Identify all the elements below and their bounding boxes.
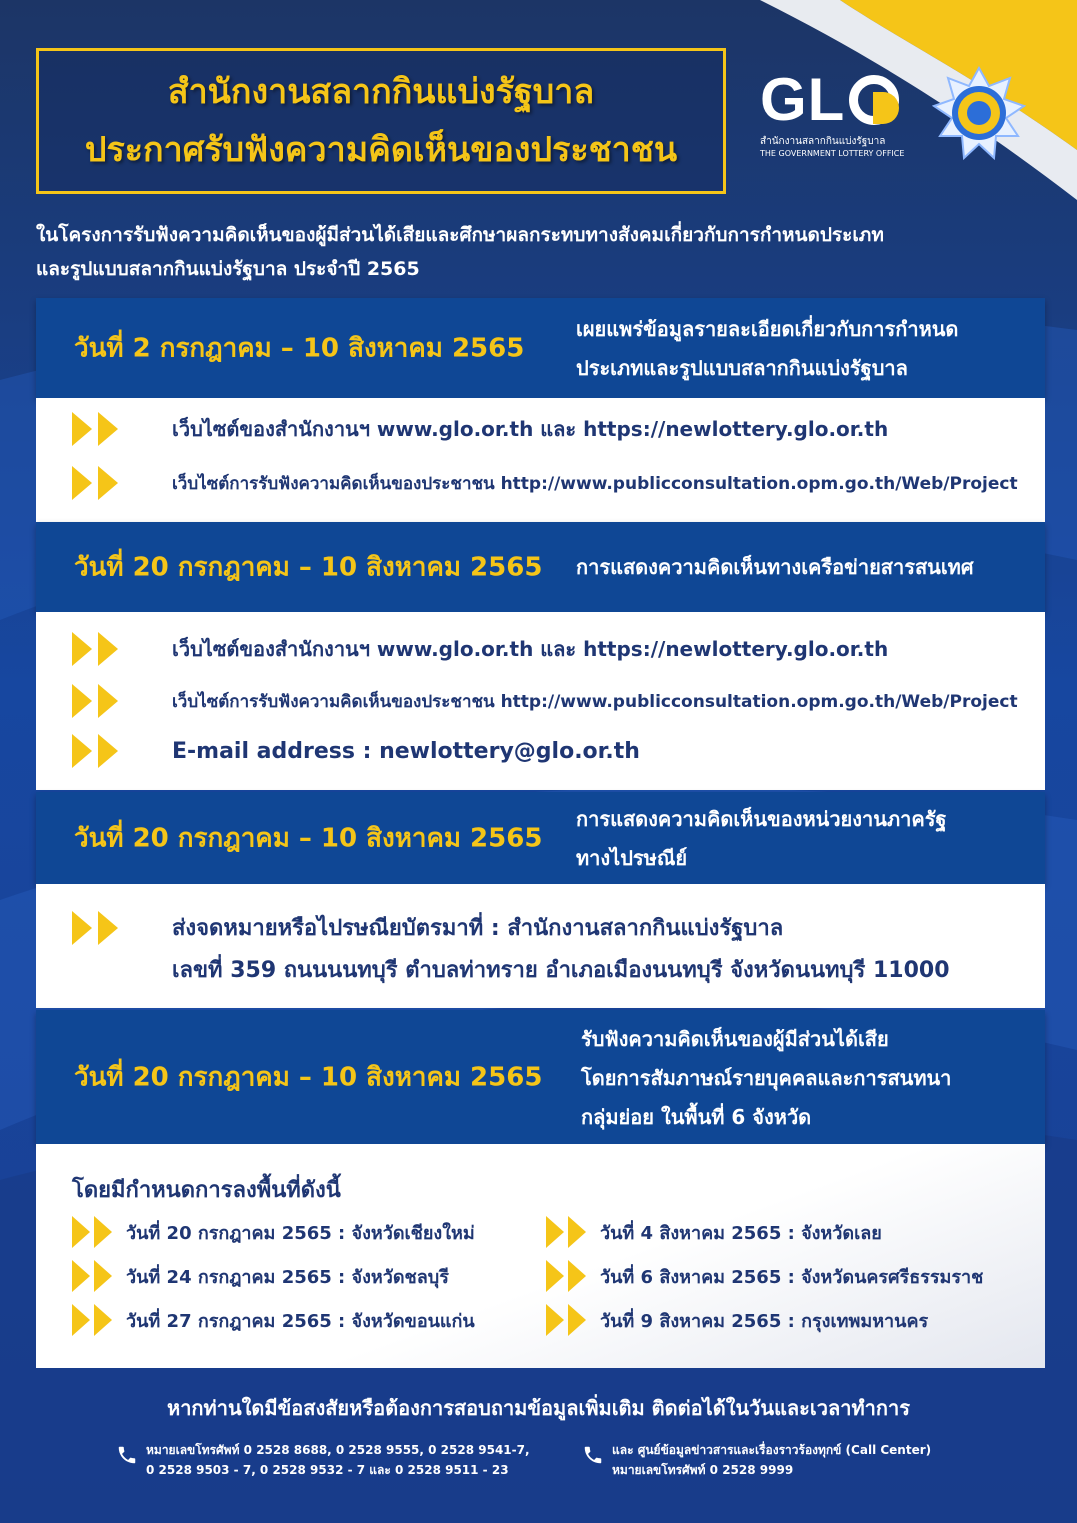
double-arrow-icon [546,1260,592,1292]
section-2-header [36,522,1045,612]
emblem-icon [932,66,1026,160]
logo-subtitle-en: THE GOVERNMENT LOTTERY OFFICE [760,149,905,158]
glo-logo [760,66,930,160]
contact-left: หมายเลขโทรศัพท์ 0 2528 8688, 0 2528 9555, 0 2528 9541-7, 0 2528 9503 - 7, 0 2528 9532 - 7 และ 0 2528 9511 - 23 [116,1440,530,1480]
list-item: ส่งจดหมายหรือไปรษณียบัตรมาที่ : สำนักงานสลากกินแบ่งรัฐบาล [72,910,783,945]
intro-text [36,218,1056,286]
list-item: เว็บไซต์การรับฟังความคิดเห็นของประชาชน http://www.publicconsultation.opm.go.th/Web/Project [72,466,1018,500]
section-2-panel [36,612,1045,790]
schedule-item: วันที่ 27 กรกฎาคม 2565 : จังหวัดขอนแก่น [72,1304,475,1336]
section-2-desc: การแสดงความคิดเห็นทางเครือข่ายสารสนเทศ [576,555,974,579]
list-item: E-mail address : newlottery@glo.or.th [72,734,640,768]
section-4-panel [36,1144,1045,1368]
intro-line-2: และรูปแบบสลากกินแบ่งรัฐบาล ประจำปี 2565 [36,258,420,280]
schedule-item: วันที่ 6 สิงหาคม 2565 : จังหวัดนครศรีธรรมราช [546,1260,983,1292]
double-arrow-icon [72,1260,118,1292]
double-arrow-icon [72,1304,118,1336]
double-arrow-icon [546,1216,592,1248]
section-4-desc: รับฟังความคิดเห็นของผู้มีส่วนได้เสีย โดยการสัมภาษณ์รายบุคคลและการสนทนา กลุ่มย่อย ในพื้นที่ 6 จังหวัด [581,1027,952,1129]
section-1-desc: เผยแพร่ข้อมูลรายละเอียดเกี่ยวกับการกำหนด ประเภทและรูปแบบสลากกินแบ่งรัฐบาล [576,317,959,380]
section-3-header [36,792,1045,884]
phone-icon [582,1444,604,1466]
schedule-item: วันที่ 24 กรกฎาคม 2565 : จังหวัดชลบุรี [72,1260,449,1292]
section-4-header [36,1010,1045,1144]
list-item: เว็บไซต์การรับฟังความคิดเห็นของประชาชน http://www.publicconsultation.opm.go.th/Web/Project [72,684,1018,718]
schedule-heading: โดยมีกำหนดการลงพื้นที่ดังนี้ [72,1178,341,1203]
page-title: สำนักงานสลากกินแบ่งรัฐบาล [167,72,595,112]
double-arrow-icon [72,684,128,718]
list-item: เว็บไซต์ของสำนักงานฯ www.glo.or.th และ https://newlottery.glo.or.th [72,632,888,666]
section-1-date: วันที่ 2 กรกฎาคม – 10 สิงหาคม 2565 [74,333,525,364]
contact-right: และ ศูนย์ข้อมูลข่าวสารและเรื่องราวร้องทุกข์ (Call Center) หมายเลขโทรศัพท์ 0 2528 9999 [582,1440,931,1480]
phone-icon [116,1444,138,1466]
intro-line-1: ในโครงการรับฟังความคิดเห็นของผู้มีส่วนได้เสียและศึกษาผลกระทบทางสังคมเกี่ยวกับการกำหนดประเภท [36,224,884,246]
section-3-panel [36,884,1045,1008]
schedule-item: วันที่ 4 สิงหาคม 2565 : จังหวัดเลย [546,1216,882,1248]
schedule-item: วันที่ 20 กรกฎาคม 2565 : จังหวัดเชียงใหม่ [72,1216,475,1248]
list-item: เว็บไซต์ของสำนักงานฯ www.glo.or.th และ https://newlottery.glo.or.th [72,412,888,446]
double-arrow-icon [72,734,128,768]
title-box [36,48,726,194]
logo-o-mark [849,75,899,125]
section-3-desc: การแสดงความคิดเห็นของหน่วยงานภาครัฐ ทางไปรษณีย์ [576,807,947,870]
logo-subtitle-th: สำนักงานสลากกินแบ่งรัฐบาล [760,136,886,147]
page-subtitle: ประกาศรับฟังความคิดเห็นของประชาชน [84,130,678,170]
logo-text: GL [760,66,846,133]
double-arrow-icon [72,911,128,945]
double-arrow-icon [72,466,128,500]
list-item: เลขที่ 359 ถนนนนทบุรี ตำบลท่าทราย อำเภอเมืองนนทบุรี จังหวัดนนทบุรี 11000 [172,958,950,983]
footer-contact-note: หากท่านใดมีข้อสงสัยหรือต้องการสอบถามข้อมูลเพิ่มเติม ติดต่อได้ในวันและเวลาทำการ [167,1396,910,1420]
double-arrow-icon [72,1216,118,1248]
double-arrow-icon [72,412,128,446]
section-1-header [36,298,1045,398]
section-2-date: วันที่ 20 กรกฎาคม – 10 สิงหาคม 2565 [74,552,543,583]
section-3-date: วันที่ 20 กรกฎาคม – 10 สิงหาคม 2565 [74,823,543,854]
double-arrow-icon [546,1304,592,1336]
section-1-panel [36,398,1045,522]
schedule-item: วันที่ 9 สิงหาคม 2565 : กรุงเทพมหานคร [546,1304,928,1336]
double-arrow-icon [72,632,128,666]
section-4-date: วันที่ 20 กรกฎาคม – 10 สิงหาคม 2565 [74,1062,543,1093]
